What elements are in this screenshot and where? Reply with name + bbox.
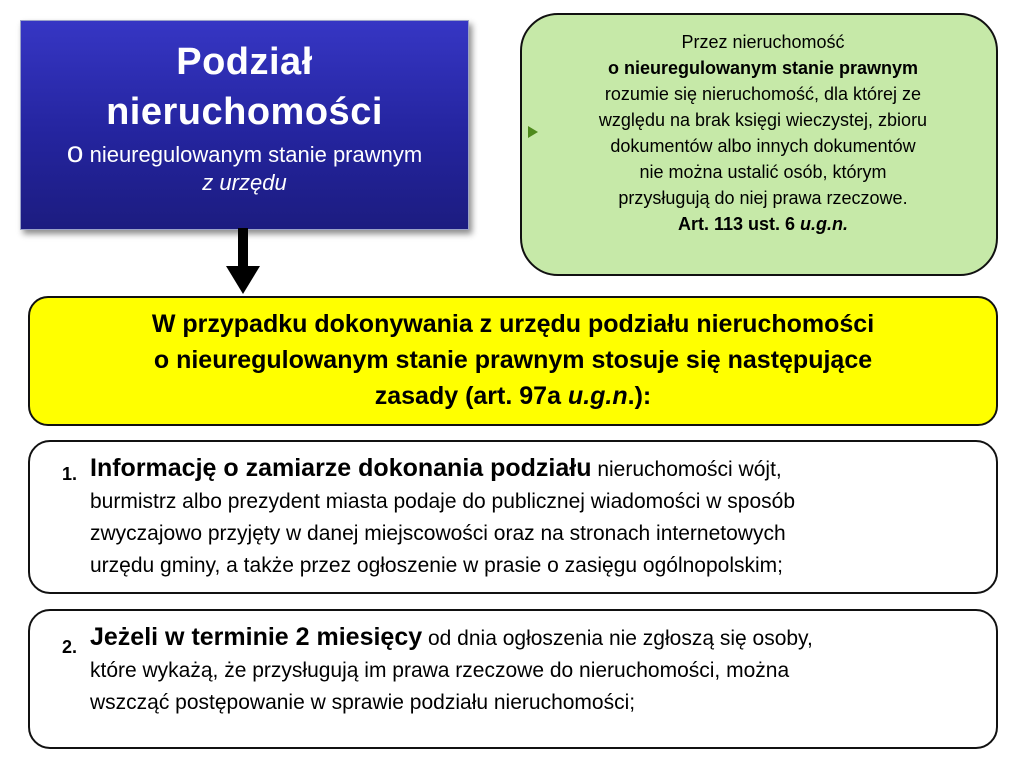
rule-lead: Jeżeli w terminie 2 miesięcy (90, 623, 423, 651)
rule-line (90, 452, 966, 486)
definition-line-2: o nieuregulowanym stanie prawnym (607, 58, 919, 78)
title-subtitle-o: o (66, 136, 84, 169)
rule-line (90, 621, 966, 655)
definition-reference (550, 211, 976, 237)
rule-line-rest: nieruchomości wójt, (591, 458, 782, 481)
down-arrow-icon (226, 266, 260, 294)
rule-number: 1. (62, 464, 78, 484)
definition-line-6: nie można ustalić osób, którym (639, 162, 887, 182)
definition-box (520, 13, 998, 276)
definition-line-1: Przez nieruchomość (681, 32, 845, 52)
down-arrow-shaft (238, 228, 248, 270)
rule-lead: Informację o zamiarze dokonania podziału (90, 454, 592, 482)
title-line-2: nieruchomości (106, 91, 383, 133)
title-subtitle-rest: nieuregulowanym stanie prawnym (83, 142, 423, 167)
rule-line: wszcząć postępowanie w sprawie podziału nieruchomości; (90, 691, 636, 714)
definition-reference-act: u.g.n. (800, 214, 849, 234)
definition-reference-prefix: Art. 113 ust. 6 (677, 214, 801, 234)
principles-line-2: o nieuregulowanym stanie prawnym stosuje się następujące (153, 346, 873, 374)
rule-box-2 (28, 609, 998, 749)
rule-line: które wykażą, że przysługują im prawa rzeczowe do nieruchomości, można (90, 659, 790, 682)
principles-line-3-prefix: zasady (art. 97a (374, 382, 568, 410)
definition-line-3: rozumie się nieruchomość, dla której ze (604, 84, 922, 104)
principles-line-3 (30, 378, 996, 414)
title-box (20, 20, 469, 230)
principles-line-1: W przypadku dokonywania z urzędu podziału nieruchomości (151, 310, 875, 338)
bullet-arrow-icon (528, 126, 538, 138)
title-line-1: Podział (176, 41, 313, 83)
definition-line-5: dokumentów albo innych dokumentów (610, 136, 916, 156)
rule-text (90, 621, 966, 719)
rule-line-rest: od dnia ogłoszenia nie zgłoszą się osoby, (422, 627, 813, 650)
principles-line-3-act: u.g.n (567, 382, 628, 410)
principles-line-3-suffix: .): (627, 382, 652, 410)
title-subtitle (21, 136, 468, 169)
rule-box-1 (28, 440, 998, 594)
rule-line: zwyczajowo przyjęty w danej miejscowości oraz na stronach internetowych (90, 522, 786, 545)
title-italic-line: z urzędu (202, 170, 287, 195)
rule-number: 2. (62, 637, 78, 657)
rule-line: burmistrz albo prezydent miasta podaje do publicznej wiadomości w sposób (90, 490, 796, 513)
principles-box (28, 296, 998, 426)
rule-text (90, 452, 966, 582)
definition-line-7: przysługują do niej prawa rzeczowe. (618, 188, 908, 208)
definition-line-4: względu na brak księgi wieczystej, zbioru (598, 110, 928, 130)
rule-line: urzędu gminy, a także przez ogłoszenie w prasie o zasięgu ogólnopolskim; (90, 554, 783, 577)
